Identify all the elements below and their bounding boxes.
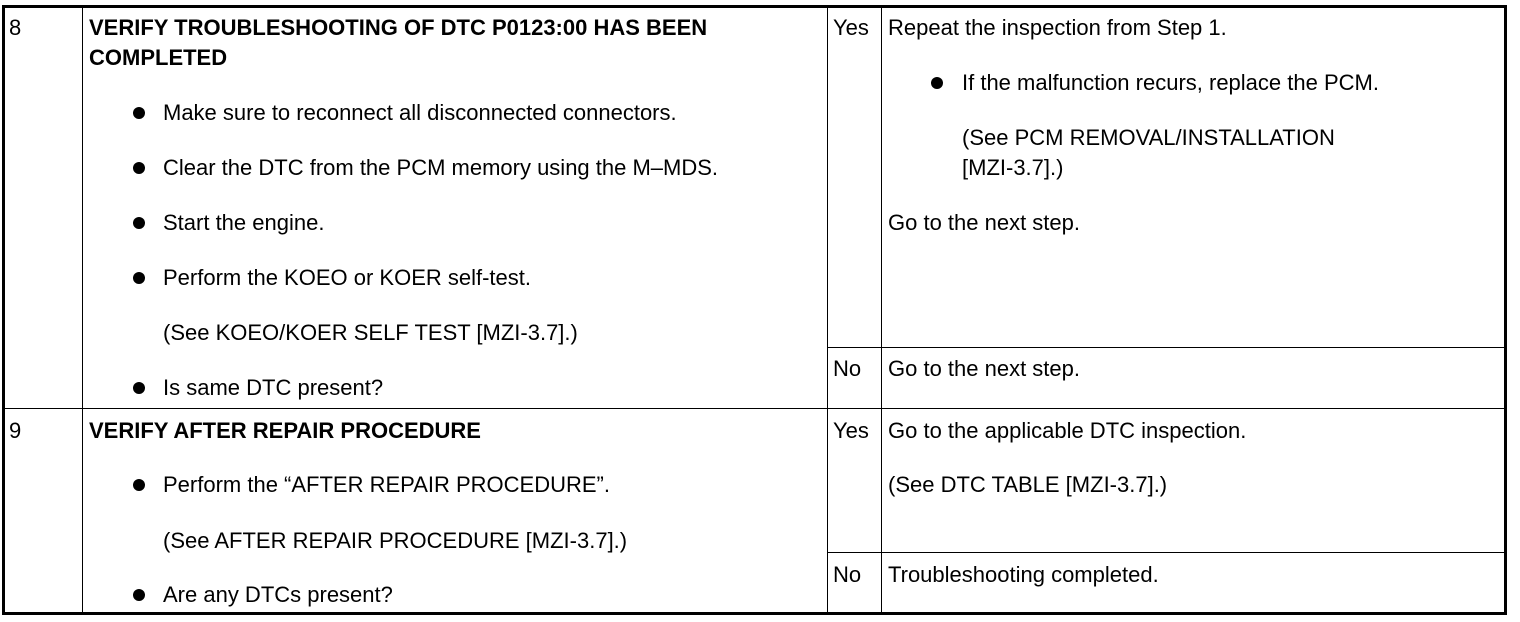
bullet-icon <box>133 382 145 394</box>
action-bullet: If the malfunction recurs, replace the PCM. <box>962 70 1379 95</box>
action-text: Go to the applicable DTC inspection. <box>888 418 1247 443</box>
answer-no-label: No <box>833 562 862 587</box>
reference-note: (See AFTER REPAIR PROCEDURE [MZI-3.7].) <box>163 528 628 553</box>
check-item: Make sure to reconnect all disconnected connectors. <box>163 100 677 125</box>
row-divider-step8-step9 <box>2 408 1505 409</box>
step-title: VERIFY TROUBLESHOOTING OF DTC P0123:00 HAS BEEN <box>89 15 708 40</box>
step-number: 9 <box>9 418 22 443</box>
answer-yes-label: Yes <box>833 418 869 443</box>
action-text: Repeat the inspection from Step 1. <box>888 15 1227 40</box>
step-title: VERIFY AFTER REPAIR PROCEDURE <box>89 418 481 443</box>
column-divider-number <box>82 5 83 615</box>
row-divider-step8-yes-no <box>827 347 1505 348</box>
action-text: Go to the next step. <box>888 356 1081 381</box>
bullet-icon <box>133 589 145 601</box>
bullet-icon <box>133 217 145 229</box>
check-item: Perform the “AFTER REPAIR PROCEDURE”. <box>163 472 610 497</box>
check-question: Are any DTCs present? <box>163 582 393 607</box>
reference-note: (See PCM REMOVAL/INSTALLATION <box>962 125 1335 150</box>
check-item: Perform the KOEO or KOER self-test. <box>163 265 531 290</box>
action-text: Troubleshooting completed. <box>888 562 1159 587</box>
check-item: Start the engine. <box>163 210 325 235</box>
check-question: Is same DTC present? <box>163 375 384 400</box>
row-divider-step9-yes-no <box>827 552 1505 553</box>
step-number: 8 <box>9 15 22 40</box>
step-title-continued: COMPLETED <box>89 45 228 70</box>
column-divider-action <box>881 5 882 615</box>
bullet-icon <box>133 272 145 284</box>
bullet-icon <box>931 77 943 89</box>
answer-yes-label: Yes <box>833 15 869 40</box>
check-item: Clear the DTC from the PCM memory using the M–MDS. <box>163 155 719 180</box>
bullet-icon <box>133 162 145 174</box>
reference-note: (See DTC TABLE [MZI-3.7].) <box>888 472 1168 497</box>
bullet-icon <box>133 479 145 491</box>
column-divider-answer <box>827 5 828 615</box>
reference-note-continued: [MZI-3.7].) <box>962 155 1064 180</box>
bullet-icon <box>133 107 145 119</box>
action-text: Go to the next step. <box>888 210 1081 235</box>
answer-no-label: No <box>833 356 862 381</box>
reference-note: (See KOEO/KOER SELF TEST [MZI-3.7].) <box>163 320 578 345</box>
